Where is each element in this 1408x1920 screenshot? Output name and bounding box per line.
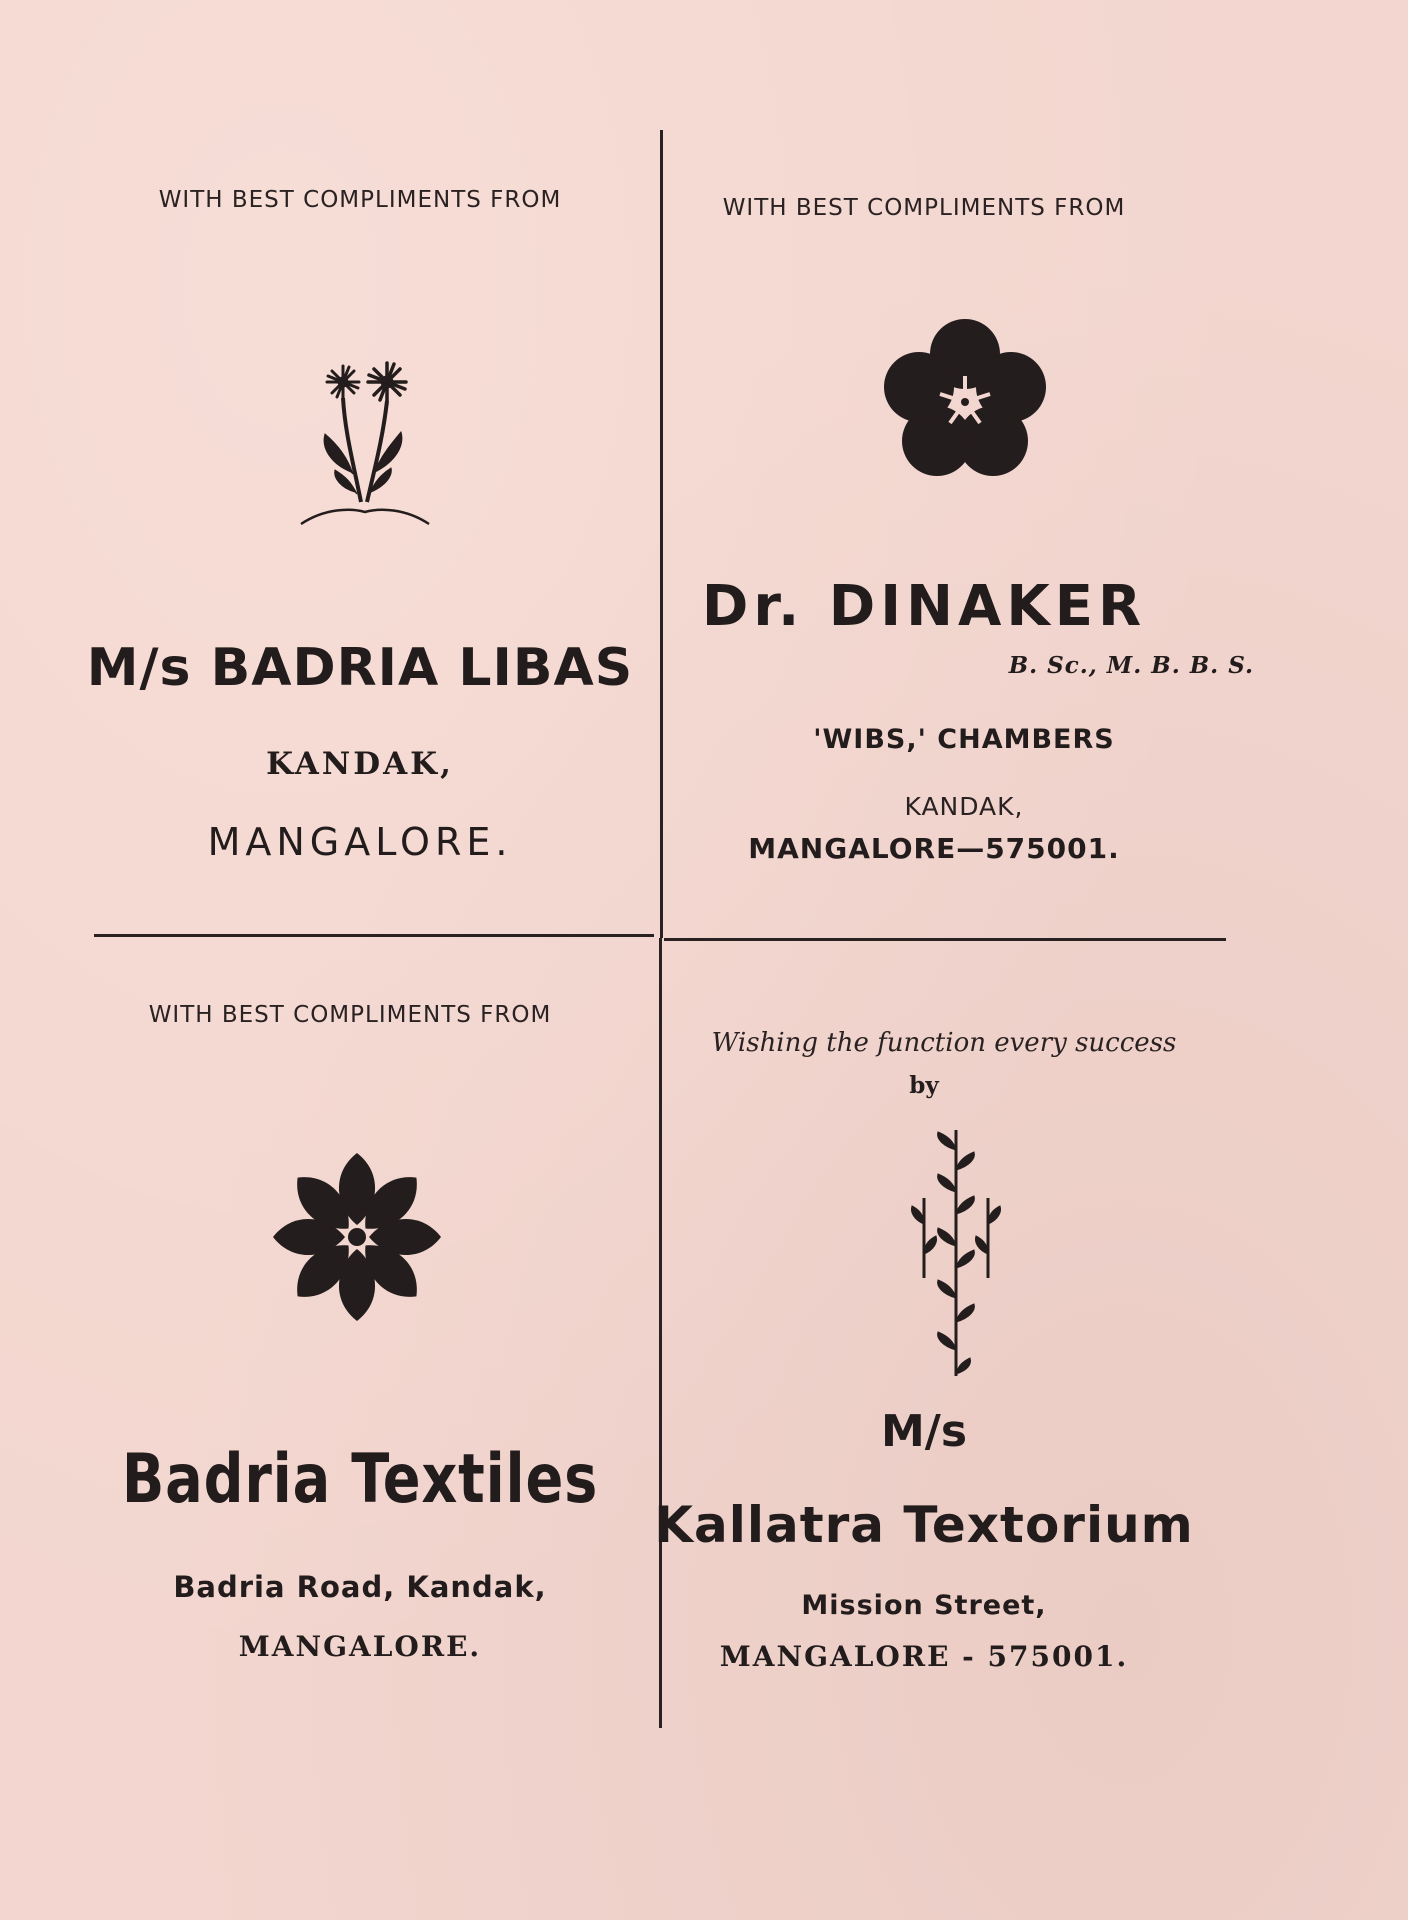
address-line: MANGALORE.	[207, 820, 513, 864]
address-line: MANGALORE—575001.	[748, 832, 1120, 865]
business-prefix: M/s	[880, 1406, 968, 1457]
vine-ornament-icon	[906, 1128, 1006, 1378]
horizontal-divider-left	[94, 934, 654, 937]
business-name: Badria Textiles	[121, 1440, 599, 1519]
greeting-text: WITH BEST COMPLIMENTS FROM	[148, 1002, 552, 1028]
address-line: KANDAK,	[904, 792, 1024, 821]
qualification-text: B. Sc., M. B. B. S.	[1008, 652, 1254, 679]
address-line: Mission Street,	[801, 1590, 1047, 1621]
greeting-text: WITH BEST COMPLIMENTS FROM	[722, 195, 1126, 221]
ad-panel-badria-textiles	[60, 940, 660, 1740]
greeting-text: WITH BEST COMPLIMENTS FROM	[158, 187, 562, 213]
address-line: KANDAK,	[266, 746, 454, 782]
address-line: MANGALORE.	[238, 1630, 482, 1663]
business-name: Kallatra Textorium	[654, 1496, 1194, 1554]
eight-petal-flower-icon	[267, 1147, 447, 1327]
five-petal-flower-icon	[875, 312, 1055, 492]
address-line: 'WIBS,' CHAMBERS	[813, 724, 1115, 755]
flower-sprig-icon	[295, 352, 435, 532]
doctor-name: Dr. DINAKER	[701, 574, 1147, 639]
address-line: MANGALORE - 575001.	[719, 1640, 1129, 1673]
ad-panel-kallatra-textorium	[654, 940, 1264, 1740]
by-text: by	[909, 1072, 939, 1099]
ad-panel-badria-libas	[60, 0, 660, 930]
greeting-text: Wishing the function every success	[711, 1028, 1177, 1058]
ad-panel-dr-dinaker	[664, 0, 1264, 930]
vertical-divider-top	[660, 130, 663, 938]
address-line: Badria Road, Kandak,	[173, 1570, 547, 1604]
business-name: M/s BADRIA LIBAS	[86, 638, 634, 698]
